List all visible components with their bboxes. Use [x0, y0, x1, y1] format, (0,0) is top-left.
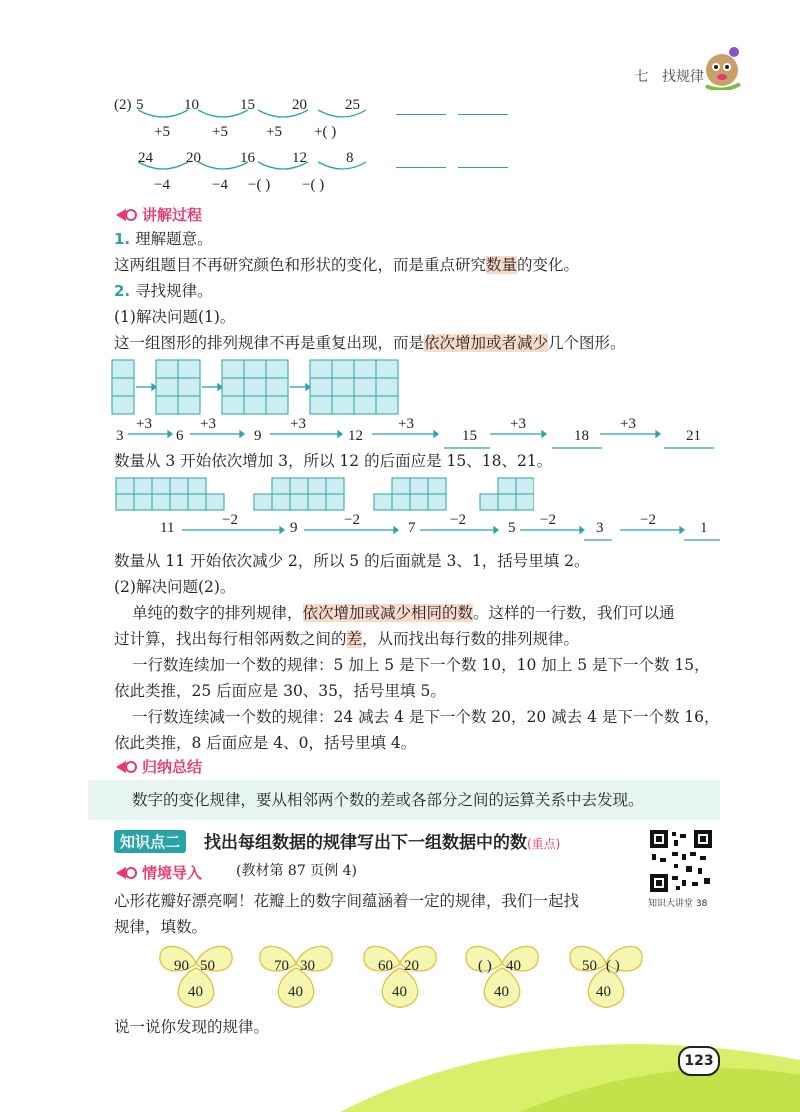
section-arrow-icon — [114, 866, 138, 880]
petal-right: 40 — [506, 958, 521, 974]
page-number: 123 — [678, 1046, 720, 1076]
seq-b-num: 11 — [160, 520, 175, 536]
section-heading-explain: 讲解过程 — [114, 204, 202, 225]
answer-blank[interactable] — [458, 113, 508, 115]
growing-grid-figures — [110, 358, 410, 416]
subheading: (2)解决问题(2)。 — [114, 578, 236, 596]
seq-a-op: +3 — [200, 416, 216, 432]
seq-b-num: 1 — [700, 520, 708, 536]
answer-blank[interactable] — [458, 166, 508, 168]
seq-op: −( ) — [302, 177, 325, 193]
paragraph: 依此类推，8 后面应是 4、0，括号里填 4。 — [114, 734, 417, 752]
problem2-label: (2) — [114, 97, 132, 113]
seq-num: 8 — [346, 150, 354, 166]
highlight: 依次增加或者减少 — [424, 334, 549, 352]
chapter-number: 七 — [634, 69, 649, 85]
seq-op: −4 — [212, 177, 228, 193]
seq-op: +5 — [212, 124, 228, 140]
heart-flowers — [150, 938, 660, 1014]
seq-num: 20 — [186, 150, 201, 166]
paragraph: 数量从 11 开始依次减少 2，所以 5 的后面就是 3、1，括号里填 2。 — [114, 552, 590, 570]
seq-b-op: −2 — [640, 512, 656, 528]
answer-blank[interactable] — [396, 113, 446, 115]
petal-right: 20 — [404, 958, 419, 974]
seq-b-op: −2 — [222, 512, 238, 528]
section-heading-summary: 归纳总结 — [114, 756, 202, 777]
seq-a-op: +3 — [290, 416, 306, 432]
section-arrow-icon — [114, 760, 138, 774]
paragraph: 规律，填数。 — [114, 918, 208, 936]
seq-b-num: 9 — [290, 520, 298, 536]
summary-text: 数字的变化规律，要从相邻两个数的差或各部分之间的运算关系中去发现。 — [132, 791, 644, 809]
knowledge-point-title: 找出每组数据的规律写出下一组数据中的数(重点) — [204, 833, 561, 853]
step-number: 2. — [114, 282, 131, 300]
petal-bottom: 40 — [188, 984, 203, 1000]
seq-b-op: −2 — [540, 512, 556, 528]
answer-blank[interactable] — [396, 166, 446, 168]
seq-a-num: 18 — [574, 428, 589, 444]
seq-num: 24 — [138, 150, 153, 166]
knowledge-point-tag: 知识点二 — [114, 830, 186, 853]
petal-bottom: 40 — [596, 984, 611, 1000]
seq-num: 25 — [345, 97, 360, 113]
paragraph: 一行数连续减一个数的规律：24 减去 4 是下一个数 20，20 减去 4 是下一个数 16， — [132, 708, 720, 726]
petal-right-blank[interactable]: ( ) — [606, 958, 620, 974]
seq-b-num: 3 — [596, 520, 604, 536]
seq-a-num: 3 — [116, 428, 124, 444]
shrinking-grid-figures — [114, 476, 534, 516]
summary-box — [88, 780, 720, 820]
seq-b-num: 5 — [508, 520, 516, 536]
chapter-title: 找规律 — [662, 69, 704, 85]
seq-a-num: 21 — [686, 428, 701, 444]
step-1: 1. 理解题意。 — [114, 230, 213, 248]
seq-num: 15 — [240, 97, 255, 113]
petal-bottom: 40 — [288, 984, 303, 1000]
qr-caption: 知识大讲堂 38 — [648, 899, 708, 909]
paragraph: 这两组题目不再研究颜色和形状的变化，而是重点研究数量的变化。 — [114, 256, 580, 274]
paragraph: 说一说你发现的规律。 — [114, 1018, 270, 1036]
seq-op: −( ) — [248, 177, 271, 193]
petal-right: 50 — [200, 958, 215, 974]
seq-a-num: 15 — [462, 428, 477, 444]
step-number: 1. — [114, 230, 131, 248]
seq-a-num: 12 — [348, 428, 363, 444]
section-heading-situation: 情境导入 — [114, 862, 202, 883]
petal-right: 30 — [300, 958, 315, 974]
petal-left: 60 — [378, 958, 393, 974]
seq-a-num: 9 — [254, 428, 262, 444]
chapter-header — [635, 66, 704, 86]
seq-b-op: −2 — [450, 512, 466, 528]
seq-a-op: +3 — [620, 416, 636, 432]
highlight: 差 — [346, 630, 363, 648]
seq-b-op: −2 — [344, 512, 360, 528]
subheading: (1)解决问题(1)。 — [114, 308, 236, 326]
petal-bottom: 40 — [494, 984, 509, 1000]
section-arrow-icon — [114, 208, 138, 222]
step-2: 2. 寻找规律。 — [114, 282, 213, 300]
paragraph: 这一组图形的排列规律不再是重复出现，而是依次增加或者减少几个图形。 — [114, 334, 626, 352]
seq-num: 16 — [240, 150, 255, 166]
paragraph: 单纯的数字的排列规律，依次增加或减少相同的数。这样的一行数，我们可以通 — [132, 604, 675, 622]
seq-a-op: +3 — [510, 416, 526, 432]
key-point-badge: (重点) — [527, 837, 561, 851]
paragraph: 过计算，找出每行相邻两数之间的差，从而找出每行数的排列规律。 — [114, 630, 580, 648]
seq-num: 5 — [136, 97, 144, 113]
petal-left: 50 — [582, 958, 597, 974]
qr-code-icon[interactable] — [650, 830, 712, 892]
seq-a-op: +3 — [398, 416, 414, 432]
seq-op: −4 — [154, 177, 170, 193]
seq-a-num: 6 — [176, 428, 184, 444]
seq-b-num: 7 — [408, 520, 416, 536]
paragraph: 数量从 3 开始依次增加 3，所以 12 的后面应是 15、18、21。 — [114, 452, 553, 470]
seq-num: 20 — [292, 97, 307, 113]
seq-a-op: +3 — [136, 416, 152, 432]
petal-left-blank[interactable]: ( ) — [478, 958, 492, 974]
seq-op: +5 — [154, 124, 170, 140]
paragraph: 一行数连续加一个数的规律：5 加上 5 是下一个数 10，10 加上 5 是下一个数 15， — [132, 656, 710, 674]
highlight: 数量 — [486, 256, 518, 274]
seq-op: +( ) — [314, 124, 337, 140]
petal-bottom: 40 — [392, 984, 407, 1000]
highlight: 依次增加或减少相同的数 — [302, 604, 474, 622]
petal-left: 90 — [174, 958, 189, 974]
petal-left: 70 — [274, 958, 289, 974]
textbook-reference: (教材第 87 页例 4) — [236, 863, 357, 879]
paragraph: 心形花瓣好漂亮啊！花瓣上的数字间蕴涵着一定的规律，我们一起找 — [114, 892, 580, 910]
seq-op: +5 — [266, 124, 282, 140]
seq-num: 10 — [184, 97, 199, 113]
mascot-icon — [700, 44, 746, 90]
paragraph: 依此类推，25 后面应是 30、35，括号里填 5。 — [114, 682, 446, 700]
seq-num: 12 — [292, 150, 307, 166]
